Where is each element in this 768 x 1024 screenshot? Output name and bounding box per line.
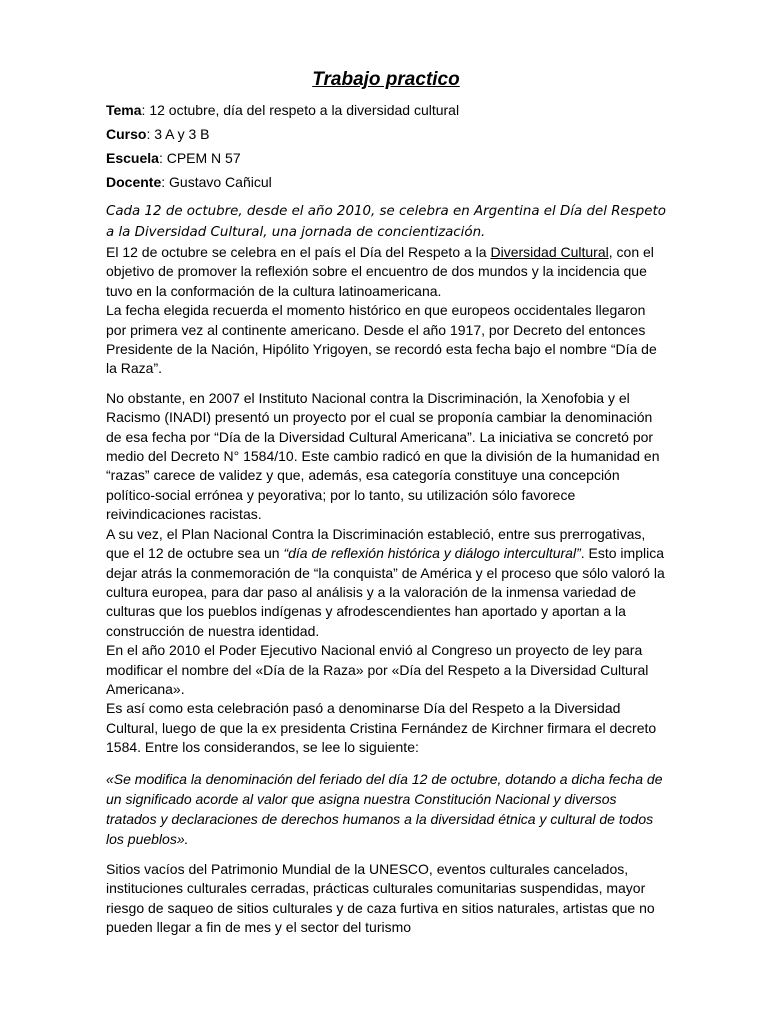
paragraph-4-text-a: A su vez, el Plan Nacional Contra la Discriminación estableció, entre sus prerrogativas, que el 12 de octubre sea un (106, 525, 646, 562)
meta-escuela-label: Escuela (106, 150, 159, 166)
diversidad-cultural-link[interactable]: Diversidad Cultural (490, 244, 609, 260)
meta-docente (106, 170, 666, 194)
document-title: Trabajo practico (312, 69, 460, 90)
document-page (106, 66, 666, 937)
meta-escuela-value: : CPEM N 57 (158, 150, 241, 166)
meta-curso-label: Curso (106, 126, 147, 142)
decree-quote: «Se modifica la denominación del feriado del día 12 de octubre, dotando a dicha fecha de un significado acorde al valor que asigna nuestra Constitución Nacional y diversos tratados y declaraciones de derechos humanos a la diversidad étnica y cultural de todos los pueblos». (106, 770, 663, 848)
paragraph-4-italic: “día de reflexión histórica y diálogo intercultural” (283, 545, 581, 562)
meta-curso-value: : 3 A y 3 B (146, 126, 210, 142)
paragraph-2: La fecha elegida recuerda el momento histórico en que europeos occidentales llegaron por primera vez al continente americano. Desde el año 1917, por Decreto del entonces Presidente de la Nación, Hipólito Yrigoyen, se recordó esta fecha bajo el nombre “Día de la Raza”. (106, 302, 657, 377)
paragraph-5: En el año 2010 el Poder Ejecutivo Nacional envió al Congreso un proyecto de ley para modificar el nombre del «Día de la Raza» por «Día del Respeto a la Diversidad Cultural Americana». (106, 642, 649, 697)
paragraph-6: Es así como esta celebración pasó a denominarse Día del Respeto a la Diversidad Cultural, luego de que la ex presidenta Cristina Fernández de Kirchner firmara el decreto 1584. Entre los considerandos, se lee lo siguiente: (106, 700, 657, 756)
paragraph-1 (106, 243, 666, 301)
meta-escuela (106, 146, 666, 170)
paragraph-1-text-b: , con el objetivo de promover la reflexión sobre el encuentro de dos mundos y la incidencia que tuvo en la conformación de la cultura latinoamericana. (106, 244, 654, 299)
meta-tema (106, 98, 666, 122)
paragraph-1-text-a: El 12 de octubre se celebra en el país el Día del Respeto a la (106, 244, 491, 260)
paragraph-3: No obstante, en 2007 el Instituto Nacional contra la Discriminación, la Xenofobia y el Racismo (INADI) presentó un proyecto por el cual se proponía cambiar la denominación de esa fecha por “Día de la Diversidad Cultural Americana”. La iniciativa se concretó por medio del Decreto N° 1584/10. Este cambio radicó en que la división de la humanidad en “razas” carece de validez y que, además, esa categoría constituye una concepción político-social errónea y peyorativa; por lo tanto, su utilización sólo favorece reivindicaciones racistas. (106, 389, 660, 523)
intro-paragraph: Cada 12 de octubre, desde el año 2010, se celebra en Argentina el Día del Respeto a la Diversidad Cultural, una jornada de concientización. (106, 204, 666, 240)
meta-tema-value: : 12 octubre, día del respeto a la diversidad cultural (141, 102, 460, 118)
paragraph-7: Sitios vacíos del Patrimonio Mundial de la UNESCO, eventos culturales cancelados, instituciones culturales cerradas, prácticas culturales comunitarias suspendidas, mayor riesgo de saqueo de sitios culturales y de caza furtiva en sitios naturales, artistas que no pueden llegar a fin de mes y el sector del turismo (106, 860, 655, 935)
paragraph-4 (106, 525, 666, 641)
meta-curso (106, 122, 666, 146)
meta-tema-label: Tema (106, 102, 142, 118)
paragraph-4-text-b: . Esto implica dejar atrás la conmemoración de “la conquista” de América y el proceso que sólo valoró la cultura europea, para dar paso al análisis y a la valoración de la inmensa variedad de culturas que los pueblos indígenas y afrodescendientes han aportado y aportan a la construcción de nuestra identidad. (106, 545, 665, 639)
meta-docente-label: Docente (106, 174, 162, 190)
meta-docente-value: : Gustavo Cañicul (161, 174, 272, 190)
